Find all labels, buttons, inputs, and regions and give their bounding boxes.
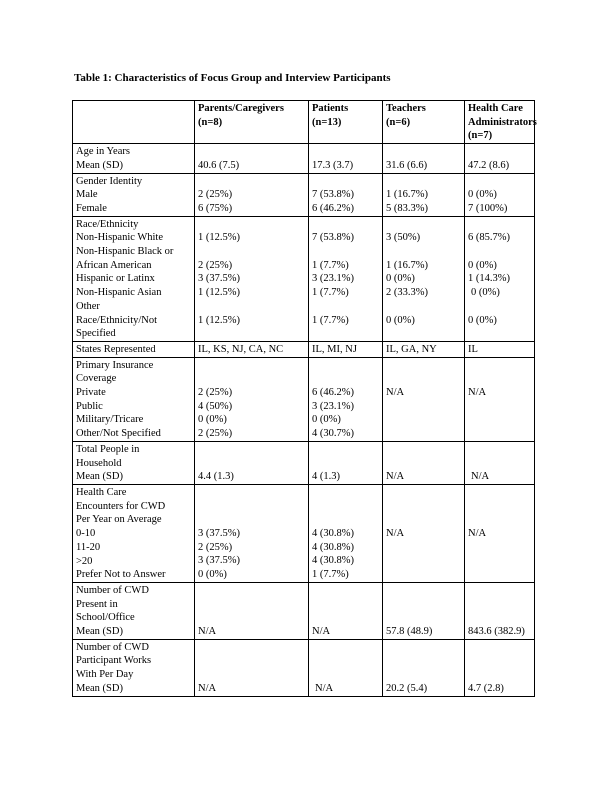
cell-teachers bbox=[383, 582, 465, 639]
row-label-line: Encounters for CWD bbox=[76, 500, 166, 512]
cell-value: N/A bbox=[468, 387, 487, 399]
cell-value: 0 (0%) bbox=[468, 189, 497, 201]
cell-value: N/A bbox=[198, 625, 217, 637]
cell-administrators bbox=[465, 216, 535, 341]
cell-value: 3 (37.5%) bbox=[198, 528, 240, 540]
cell-value: N/A bbox=[386, 528, 405, 540]
cell-value: 1 (7.7%) bbox=[312, 314, 349, 326]
cell-teachers bbox=[383, 173, 465, 216]
cell-value: 7 (53.8%) bbox=[312, 189, 354, 201]
row-label-line: School/Office bbox=[76, 612, 135, 624]
row-label-line: Mean (SD) bbox=[76, 626, 123, 638]
cell-value: 4 (30.8%) bbox=[312, 528, 354, 540]
cell-value: 1 (16.7%) bbox=[386, 189, 428, 201]
cell-value: 1 (7.7%) bbox=[312, 287, 349, 299]
header-empty-cell bbox=[73, 101, 195, 144]
cell-value: 6 (85.7%) bbox=[468, 232, 510, 244]
row-label-line: Other/Not Specified bbox=[76, 428, 161, 440]
table-row-encounters bbox=[73, 484, 535, 582]
cell-value: 5 (83.3%) bbox=[386, 202, 428, 214]
row-label-line: Race/Ethnicity bbox=[76, 218, 139, 230]
cell-parents bbox=[195, 357, 309, 441]
header-parents-caregivers bbox=[195, 101, 309, 144]
cell-value: 3 (23.1%) bbox=[312, 273, 354, 285]
cell-value: N/A bbox=[386, 471, 405, 483]
cell-patients bbox=[309, 441, 383, 484]
table-row-household bbox=[73, 441, 535, 484]
row-label-line: Other bbox=[76, 300, 100, 312]
cell-value: 1 (16.7%) bbox=[386, 259, 428, 271]
row-label-line: Total People in bbox=[76, 443, 140, 455]
cell-value: 57.8 (48.9) bbox=[386, 625, 433, 637]
header-text: Health Care bbox=[468, 103, 523, 114]
cell-parents bbox=[195, 582, 309, 639]
row-label-line: Non-Hispanic Asian bbox=[76, 287, 162, 299]
row-label-line: Number of CWD bbox=[76, 641, 149, 653]
row-label-line: Military/Tricare bbox=[76, 414, 144, 426]
header-n: (n=7) bbox=[468, 130, 493, 142]
cell-value: 0 (0%) bbox=[471, 287, 500, 299]
row-label bbox=[73, 173, 195, 216]
row-label-line: Present in bbox=[76, 598, 118, 610]
cell-patients bbox=[309, 173, 383, 216]
row-label bbox=[73, 216, 195, 341]
row-label-line: Household bbox=[76, 457, 122, 469]
cell-patients bbox=[309, 216, 383, 341]
cell-value: 3 (37.5%) bbox=[198, 273, 240, 285]
cell-value: N/A bbox=[386, 387, 405, 399]
cell-administrators bbox=[465, 144, 535, 173]
row-label bbox=[73, 341, 195, 357]
cell-value: N/A bbox=[198, 682, 217, 694]
cell-value: IL, KS, NJ, CA, NC bbox=[198, 343, 284, 355]
cell-value: 0 (0%) bbox=[468, 259, 497, 271]
table-row-insurance bbox=[73, 357, 535, 441]
cell-value: 2 (33.3%) bbox=[386, 287, 428, 299]
cell-parents bbox=[195, 173, 309, 216]
cell-teachers bbox=[383, 357, 465, 441]
header-n: (n=6) bbox=[386, 116, 411, 128]
header-n: (n=8) bbox=[198, 116, 223, 128]
cell-administrators bbox=[465, 484, 535, 582]
row-label-line: Gender Identity bbox=[76, 175, 143, 187]
cell-parents bbox=[195, 484, 309, 582]
cell-value: 17.3 (3.7) bbox=[312, 159, 354, 171]
row-label-line: Non-Hispanic White bbox=[76, 232, 163, 244]
row-label-line: Female bbox=[76, 202, 107, 214]
table-row-gender bbox=[73, 173, 535, 216]
cell-value: 4 (50%) bbox=[198, 400, 233, 412]
cell-value: 3 (37.5%) bbox=[198, 555, 240, 567]
cell-value: IL, GA, NY bbox=[386, 343, 437, 355]
cell-value: IL bbox=[468, 343, 478, 355]
cell-administrators bbox=[465, 357, 535, 441]
cell-teachers bbox=[383, 441, 465, 484]
cell-value: 843.6 (382.9) bbox=[468, 625, 525, 637]
cell-value: 6 (75%) bbox=[198, 202, 233, 214]
cell-value: 3 (50%) bbox=[386, 232, 421, 244]
cell-administrators bbox=[465, 173, 535, 216]
row-label bbox=[73, 441, 195, 484]
row-label-line: >20 bbox=[76, 555, 93, 567]
cell-value: 40.6 (7.5) bbox=[198, 159, 240, 171]
row-label-line: Participant Works bbox=[76, 655, 152, 667]
table-row-states bbox=[73, 341, 535, 357]
header-text: Administrators bbox=[468, 116, 537, 128]
cell-teachers bbox=[383, 484, 465, 582]
cell-value: 4 (30.8%) bbox=[312, 541, 354, 553]
header-text: Teachers bbox=[386, 103, 426, 114]
cell-value: 2 (25%) bbox=[198, 189, 233, 201]
cell-value: 4 (30.8%) bbox=[312, 555, 354, 567]
cell-value: 2 (25%) bbox=[198, 428, 233, 440]
cell-teachers bbox=[383, 341, 465, 357]
cell-value: 47.2 (8.6) bbox=[468, 159, 510, 171]
row-label bbox=[73, 144, 195, 173]
cell-value: 1 (7.7%) bbox=[312, 259, 349, 271]
cell-patients bbox=[309, 357, 383, 441]
row-label-line: Coverage bbox=[76, 373, 117, 385]
cell-value: 6 (46.2%) bbox=[312, 202, 354, 214]
row-label-line: Health Care bbox=[76, 486, 127, 498]
cell-value: 7 (53.8%) bbox=[312, 232, 354, 244]
row-label-line: Per Year on Average bbox=[76, 514, 162, 526]
row-label-line: Primary Insurance bbox=[76, 359, 154, 371]
cell-patients bbox=[309, 639, 383, 696]
cell-value: N/A bbox=[468, 528, 487, 540]
cell-value: 0 (0%) bbox=[386, 314, 415, 326]
table-header-row bbox=[73, 101, 535, 144]
cell-teachers bbox=[383, 144, 465, 173]
cell-value: 3 (23.1%) bbox=[312, 400, 354, 412]
cell-value: 6 (46.2%) bbox=[312, 387, 354, 399]
header-teachers bbox=[383, 101, 465, 144]
cell-value: 7 (100%) bbox=[468, 202, 508, 214]
table-caption: Table 1: Characteristics of Focus Group and Interview Participants bbox=[74, 72, 391, 84]
row-label-line: Non-Hispanic Black or bbox=[76, 246, 174, 258]
header-health-care-administrators bbox=[465, 101, 535, 144]
cell-value: 0 (0%) bbox=[198, 569, 227, 581]
cell-value: 1 (12.5%) bbox=[198, 314, 240, 326]
row-label bbox=[73, 639, 195, 696]
row-label bbox=[73, 357, 195, 441]
header-text: Patients bbox=[312, 103, 349, 114]
cell-administrators bbox=[465, 639, 535, 696]
table-row-cwd-works bbox=[73, 639, 535, 696]
row-label-line: States Represented bbox=[76, 343, 156, 355]
cell-value: N/A bbox=[312, 625, 331, 637]
cell-parents bbox=[195, 441, 309, 484]
cell-administrators bbox=[465, 441, 535, 484]
participant-characteristics-table bbox=[72, 100, 535, 697]
row-label-line: Specified bbox=[76, 328, 116, 340]
table-row-race-ethnicity bbox=[73, 216, 535, 341]
cell-value: 1 (12.5%) bbox=[198, 287, 240, 299]
row-label-line: Age in Years bbox=[76, 146, 130, 158]
cell-patients bbox=[309, 341, 383, 357]
row-label-line: Male bbox=[76, 189, 98, 201]
row-label-line: African American bbox=[76, 259, 152, 271]
cell-patients bbox=[309, 582, 383, 639]
cell-patients bbox=[309, 484, 383, 582]
row-label-line: Mean (SD) bbox=[76, 471, 123, 483]
table-row-age bbox=[73, 144, 535, 173]
cell-value: 20.2 (5.4) bbox=[386, 682, 428, 694]
cell-value: 1 (7.7%) bbox=[312, 569, 349, 581]
cell-value: 2 (25%) bbox=[198, 387, 233, 399]
cell-teachers bbox=[383, 216, 465, 341]
cell-value: 2 (25%) bbox=[198, 541, 233, 553]
cell-value: N/A bbox=[471, 471, 490, 483]
cell-parents bbox=[195, 341, 309, 357]
row-label-line: Mean (SD) bbox=[76, 159, 123, 171]
cell-value: 2 (25%) bbox=[198, 259, 233, 271]
cell-parents bbox=[195, 639, 309, 696]
cell-teachers bbox=[383, 639, 465, 696]
cell-value: 0 (0%) bbox=[468, 314, 497, 326]
cell-value: N/A bbox=[315, 682, 334, 694]
header-text: Parents/Caregivers bbox=[198, 103, 284, 114]
table-row-cwd-present bbox=[73, 582, 535, 639]
cell-value: 0 (0%) bbox=[386, 273, 415, 285]
row-label-line: Private bbox=[76, 387, 106, 399]
row-label-line: Prefer Not to Answer bbox=[76, 569, 166, 581]
header-patients bbox=[309, 101, 383, 144]
cell-administrators bbox=[465, 582, 535, 639]
row-label-line: Public bbox=[76, 400, 103, 412]
cell-value: 1 (14.3%) bbox=[468, 273, 510, 285]
row-label-line: Hispanic or Latinx bbox=[76, 273, 155, 285]
header-n: (n=13) bbox=[312, 116, 342, 128]
row-label bbox=[73, 582, 195, 639]
cell-value: IL, MI, NJ bbox=[312, 343, 357, 355]
row-label-line: Mean (SD) bbox=[76, 682, 123, 694]
cell-value: 4.7 (2.8) bbox=[468, 682, 504, 694]
row-label bbox=[73, 484, 195, 582]
row-label-line: 11-20 bbox=[76, 541, 101, 553]
cell-value: 4 (1.3) bbox=[312, 471, 340, 483]
cell-administrators bbox=[465, 341, 535, 357]
row-label-line: 0-10 bbox=[76, 528, 96, 540]
cell-value: 0 (0%) bbox=[312, 414, 341, 426]
cell-parents bbox=[195, 216, 309, 341]
cell-value: 1 (12.5%) bbox=[198, 232, 240, 244]
cell-parents bbox=[195, 144, 309, 173]
cell-value: 31.6 (6.6) bbox=[386, 159, 428, 171]
row-label-line: With Per Day bbox=[76, 669, 134, 681]
cell-value: 4.4 (1.3) bbox=[198, 471, 234, 483]
row-label-line: Race/Ethnicity/Not bbox=[76, 314, 158, 326]
cell-patients bbox=[309, 144, 383, 173]
row-label-line: Number of CWD bbox=[76, 584, 149, 596]
cell-value: 4 (30.7%) bbox=[312, 428, 354, 440]
cell-value: 0 (0%) bbox=[198, 414, 227, 426]
